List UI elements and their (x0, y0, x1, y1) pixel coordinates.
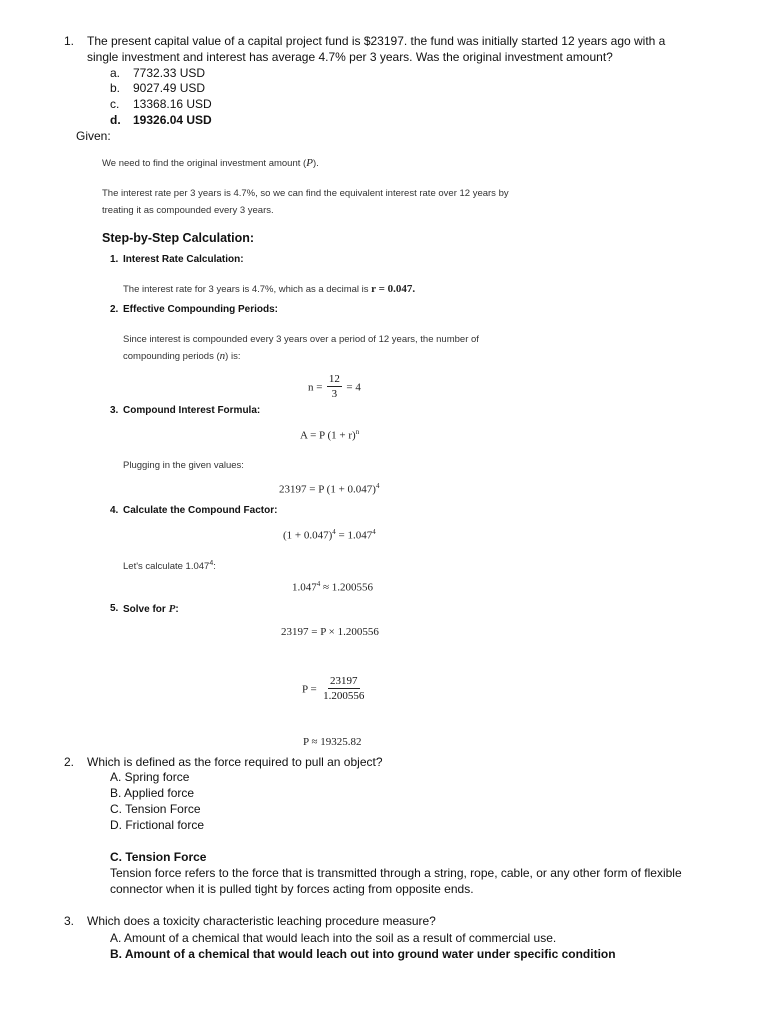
step5-var: P (168, 603, 176, 615)
plug-text: Plugging in the given values: (123, 460, 244, 471)
rate-line1: The interest rate per 3 years is 4.7%, so we can find the equivalent interest rate over 12 years by (102, 188, 509, 199)
eq-p-lhs: P = (302, 683, 317, 696)
eq-p-fraction-row (302, 674, 366, 703)
q2-option-b: B. Applied force (110, 786, 195, 800)
q1-option-b-letter: b. (110, 81, 121, 95)
step2-line2-pre: compounding periods ( (123, 351, 220, 362)
eq-approx-rhs: ≈ 1.200556 (320, 581, 374, 594)
step5-title-text: Solve for (123, 604, 166, 615)
step2-line1: Since interest is compounded every 3 years over a period of 12 years, the number of (123, 334, 479, 345)
eq-approx (292, 580, 373, 594)
eq-plug-text: 23197 = P (1 + 0.047) (279, 483, 376, 496)
q2-answer: C. Tension Force (110, 850, 207, 864)
step2-line2 (123, 348, 240, 365)
step1-title: Interest Rate Calculation: (123, 254, 244, 265)
q1-text-line1: The present capital value of a capital project fund is $23197. the fund was initially started 12 years ago with a (87, 34, 666, 48)
eq-solve: 23197 = P × 1.200556 (281, 626, 379, 638)
eq-factor-b: = 1.047 (335, 529, 373, 542)
q2-question: Which is defined as the force required to pull an object? (87, 755, 383, 769)
need-var: P (306, 157, 313, 169)
eq-factor (283, 528, 376, 542)
eq-n-rhs: = 4 (346, 381, 361, 394)
q3-number: 3. (64, 914, 75, 928)
eq-p-den: 1.200556 (323, 690, 365, 702)
eq-factor-exp-b: 4 (372, 528, 376, 536)
eq-periods (308, 372, 361, 401)
step2-number: 2. (110, 304, 119, 315)
eq-formula-text: A = P (1 + r) (300, 429, 356, 442)
q2-option-d: D. Frictional force (110, 818, 205, 832)
step2-title: Effective Compounding Periods: (123, 304, 279, 315)
rate-line2: treating it as compounded every 3 years. (102, 205, 274, 216)
q3-option-b-answer: B. Amount of a chemical that would leach out into ground water under specific condition (110, 947, 616, 961)
eq-n-num: 12 (328, 373, 340, 385)
q1-option-a-letter: a. (110, 66, 121, 80)
q1-number: 1. (64, 34, 75, 48)
eq-n-den: 3 (331, 388, 338, 400)
eq-formula-exp: n (355, 428, 360, 436)
eq-n-lhs: n = (308, 381, 323, 394)
step1-number: 1. (110, 254, 119, 265)
lets-calc-text: Let's calculate 1.047 (123, 561, 210, 573)
eq-approx-base: 1.047 (292, 581, 317, 594)
q2-number: 2. (64, 755, 75, 769)
step3-title: Compound Interest Formula: (123, 405, 261, 416)
q2-explain-line1: Tension force refers to the force that is transmitted through a string, rope, cable, or any other form of flexible (110, 866, 682, 880)
q1-option-d-letter: d. (110, 113, 121, 127)
eq-approx-exp: 4 (316, 580, 321, 588)
q1-text-line2: single investment and interest has average 4.7% per 3 years. Was the original investment amount? (87, 50, 613, 64)
need-pre: We need to find the original investment amount ( (102, 158, 307, 169)
q1-option-c: 13368.16 USD (133, 97, 212, 111)
q2-explain-line2: connector when it is pulled tight by forces acting from opposite ends. (110, 882, 474, 896)
eq-p-fraction (321, 674, 366, 703)
q1-option-b: 9027.49 USD (133, 81, 206, 95)
q1-option-a: 7732.33 USD (133, 66, 206, 80)
q1-option-d-answer: 19326.04 USD (133, 113, 212, 127)
step5-title: Solve for P: (123, 603, 179, 615)
q2-option-a: A. Spring force (110, 770, 190, 784)
eq-result: P ≈ 19325.82 (303, 736, 362, 748)
step4-title: Calculate the Compound Factor: (123, 505, 278, 516)
eq-factor-exp-a: 4 (332, 528, 336, 536)
q3-question: Which does a toxicity characteristic leaching procedure measure? (87, 914, 436, 928)
eq-factor-a: (1 + 0.047) (283, 529, 333, 542)
steps-heading: Step-by-Step Calculation: (102, 231, 255, 245)
step1-text (123, 281, 415, 298)
step1-rate-math: r = 0.047. (371, 283, 416, 295)
eq-n-fraction (327, 372, 342, 401)
eq-formula (300, 428, 359, 442)
q2-option-c: C. Tension Force (110, 802, 201, 816)
q1-option-c-letter: c. (110, 97, 120, 111)
step2-var: n (219, 350, 226, 362)
lets-calc: Let's calculate 1.047$^4$: (123, 560, 216, 573)
eq-plug-exp: 4 (375, 482, 380, 490)
step3-number: 3. (110, 405, 119, 416)
step1-desc: The interest rate for 3 years is 4.7%, which as a decimal is (123, 284, 372, 295)
need-post: ). (312, 158, 319, 169)
lets-calc-exp: 4 (209, 560, 214, 567)
given-label: Given: (76, 129, 111, 143)
step5-number: 5. (110, 603, 119, 614)
eq-plug (279, 482, 379, 496)
step4-number: 4. (110, 505, 119, 516)
eq-p-num: 23197 (330, 675, 358, 687)
need-line (102, 155, 319, 172)
step2-line2-post: ) is: (225, 351, 241, 362)
q3-option-a: A. Amount of a chemical that would leach into the soil as a result of commercial use. (110, 931, 557, 945)
